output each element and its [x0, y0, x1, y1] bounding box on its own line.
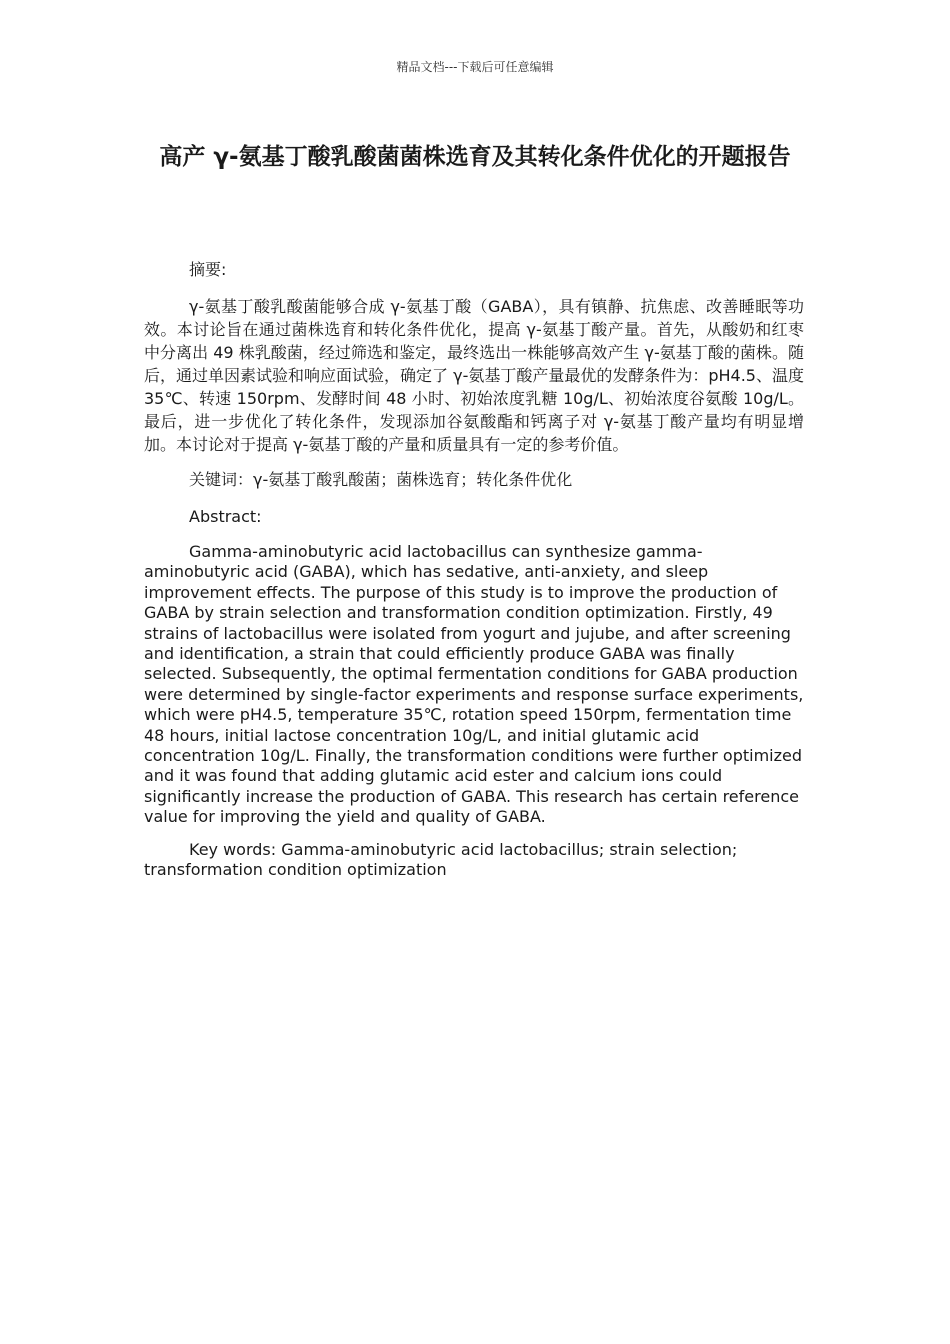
document-title: 高产 γ-氨基丁酸乳酸菌菌株选育及其转化条件优化的开题报告 [159, 144, 791, 170]
keywords-zh: 关键词：γ-氨基丁酸乳酸菌；菌株选育；转化条件优化 [189, 470, 573, 489]
keywords-en: Key words: Gamma-aminobutyric acid lactobacillus; strain selection; transformation condition optimization [144, 839, 738, 880]
abstract-zh-text: γ-氨基丁酸乳酸菌能够合成 γ-氨基丁酸（GABA），具有镇静、抗焦虑、改善睡眠等功效。本讨论旨在通过菌株选育和转化条件优化，提高 γ-氨基丁酸产量。首先，从酸奶和红枣中分离出 49 株乳酸菌，经过筛选和鉴定，最终选出一株能够高效产生 γ-氨基丁酸的菌株。随后，通过单因素试验和响应面试验，确定了 γ-氨基丁酸产量最优的发酵条件为：pH4.5、温度 35℃、转速 150rpm、发酵时间 48 小时、初始浓度乳糖 10g/L、初始浓度谷氨酸 10g/L。最后，进一步优化了转化条件，发现添加谷氨酸酯和钙离子对 γ-氨基丁酸产量均有明显增加。本讨论对于提高 γ-氨基丁酸的产量和质量具有一定的参考价值。 [144, 297, 804, 454]
page-header-note: 精品文档---下载后可任意编辑 [396, 60, 554, 74]
abstract-en-text: Gamma-aminobutyric acid lactobacillus can synthesize gamma-aminobutyric acid (GABA), which has sedative, anti-anxiety, and sleep improvement effects. The purpose of this study is to improve the production of GABA by strain selection and transformation condition optimization. Firstly, 49 strains of lactobacillus were isolated from yogurt and jujube, and after screening and identification, a strain that could efficiently produce GABA was finally selected. Subsequently, the optimal fermentation conditions for GABA production were determined by single-factor experiments and response surface experiments, which were pH4.5, temperature 35℃, rotation speed 150rpm, fermentation time 48 hours, initial lactose concentration 10g/L, and initial glutamic acid concentration 10g/L. Finally, the transformation conditions were further optimized and it was found that adding glutamic acid ester and calcium ions could significantly increase the production of GABA. This research has certain reference value for improving the yield and quality of GABA. [144, 542, 804, 827]
abstract-en-label: Abstract: [189, 507, 262, 526]
document-body [144, 258, 804, 893]
abstract-zh-label: 摘要: [189, 260, 227, 279]
